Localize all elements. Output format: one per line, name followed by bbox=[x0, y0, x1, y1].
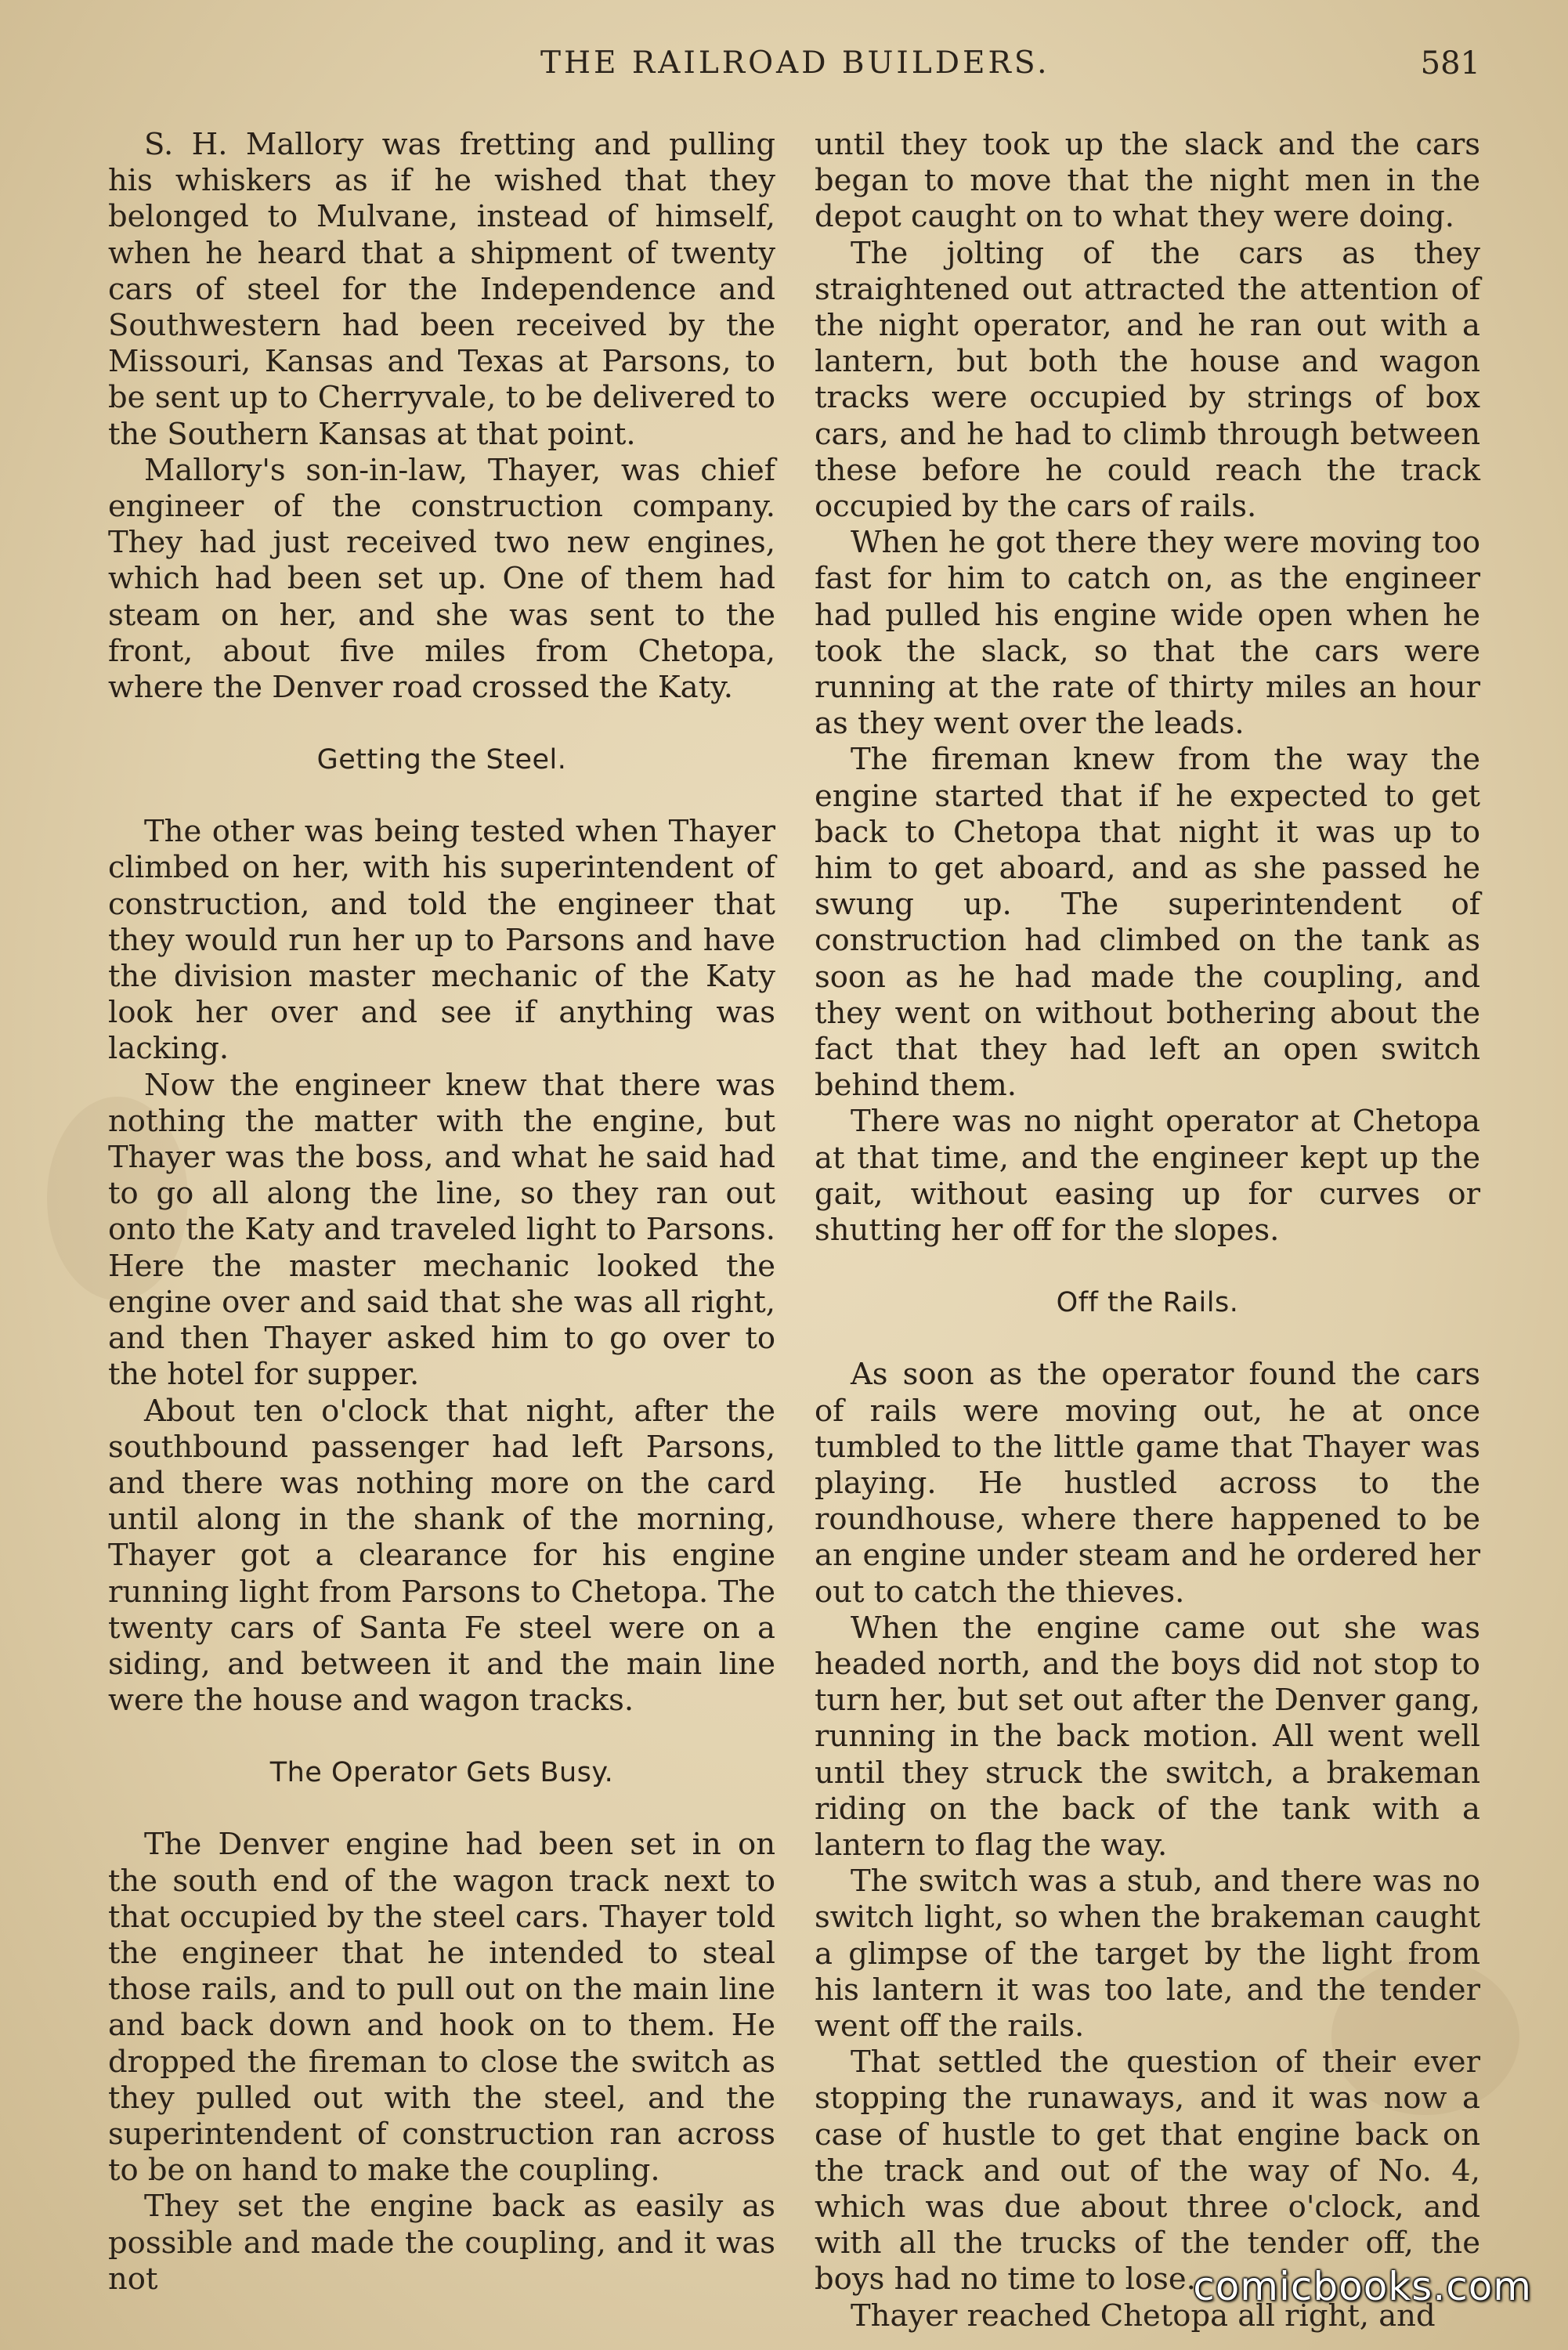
paragraph: The other was being tested when Thayer climbed on her, with his superintendent of construction, and told the engineer that they would run her up to Parsons and have the division master mechanic of the Katy look her over and see if anything was lacking. bbox=[108, 814, 775, 1067]
section-heading: Off the Rails. bbox=[1056, 1287, 1239, 1319]
watermark: comicbooks.com bbox=[1193, 2264, 1532, 2309]
paragraph: They set the engine back as easily as possible and made the coupling, and it was not bbox=[108, 2189, 775, 2297]
paragraph: There was no night operator at Chetopa at that time, and the engineer kept up the gait, without easing up for curves or shutting her off for the slopes. bbox=[815, 1104, 1480, 1249]
paragraph: As soon as the operator found the cars of rails were moving out, he at once tumbled to the little game that Thayer was playing. He hustled across to the roundhouse, where there happened to be an engine under steam and he ordered her out to catch the thieves. bbox=[815, 1357, 1480, 1610]
paragraph: That settled the question of their ever stopping the runaways, and it was now a case of hustle to get that engine back on the track and out of the way of No. 4, which was due about three o'clock, and with all the trucks of the tender off, the boys had no time to lose. bbox=[815, 2044, 1480, 2298]
paragraph: The fireman knew from the way the engine started that if he expected to get back to Chetopa that night it was up to him to get aboard, and as she passed he swung up. The superintendent of construction had climbed on the tank as soon as he had made the coupling, and they went on without bothering about the fact that they had left an open switch behind them. bbox=[815, 742, 1480, 1104]
paragraph: Thayer reached Chetopa all right, and bbox=[851, 2298, 1436, 2334]
right-column bbox=[815, 127, 1480, 2334]
left-column bbox=[108, 127, 775, 2298]
section-heading: Getting the Steel. bbox=[316, 744, 567, 776]
paragraph: About ten o'clock that night, after the southbound passenger had left Parsons, and there was nothing more on the card until along in the shank of the morning, Thayer got a clearance for his engine running light from Parsons to Chetopa. The twenty cars of Santa Fe steel were on a siding, and between it and the main line were the house and wagon tracks. bbox=[108, 1393, 775, 1719]
paragraph: The jolting of the cars as they straightened out attracted the attention of the night operator, and he ran out with a lantern, but both the house and wagon tracks were occupied by strings of box cars, and he had to climb through between these before he could reach the track occupied by the cars of rails. bbox=[815, 235, 1480, 525]
page-number: 581 bbox=[1420, 45, 1480, 81]
running-head: THE RAILROAD BUILDERS. bbox=[540, 45, 1050, 81]
paragraph: Mallory's son-in-law, Thayer, was chief engineer of the construction company. They had just received two new engines, which had been set up. One of them had steam on her, and she was sent to the front, about five miles from Chetopa, where the Denver road crossed the Katy. bbox=[108, 452, 775, 706]
section-heading: The Operator Gets Busy. bbox=[269, 1757, 614, 1789]
paragraph: When he got there they were moving too fast for him to catch on, as the engineer had pulled his engine wide open when he took the slack, so that the cars were running at the rate of thirty miles an hour as they went over the leads. bbox=[815, 525, 1480, 742]
paragraph: When the engine came out she was headed north, and the boys did not stop to turn her, but set out after the Denver gang, running in the back motion. All went well until they struck the switch, a brakeman riding on the back of the tank with a lantern to flag the way. bbox=[815, 1610, 1480, 1863]
paragraph: The switch was a stub, and there was no switch light, so when the brakeman caught a glimpse of the target by the light from his lantern it was too late, and the tender went off the rails. bbox=[815, 1864, 1480, 2044]
paragraph: until they took up the slack and the cars began to move that the night men in the depot caught on to what they were doing. bbox=[815, 127, 1480, 235]
page-header bbox=[0, 45, 1568, 92]
paragraph: S. H. Mallory was fretting and pulling his whiskers as if he wished that they belonged to Mulvane, instead of himself, when he heard that a shipment of twenty cars of steel for the Independence and Southwestern had been received by the Missouri, Kansas and Texas at Parsons, to be sent up to Cherryvale, to be delivered to the Southern Kansas at that point. bbox=[108, 127, 775, 452]
paragraph: The Denver engine had been set in on the south end of the wagon track next to that occupied by the steel cars. Thayer told the engineer that he intended to steal those rails, and to pull out on the main line and back down and hook on to them. He dropped the fireman to close the switch as they pulled out with the steel, and the superintendent of construction ran across to be on hand to make the coupling. bbox=[108, 1827, 775, 2189]
paragraph: Now the engineer knew that there was nothing the matter with the engine, but Thayer was the boss, and what he said had to go all along the line, so they ran out onto the Katy and traveled light to Parsons. Here the master mechanic looked the engine over and said that she was all right, and then Thayer asked him to go over to the hotel for supper. bbox=[108, 1067, 775, 1393]
